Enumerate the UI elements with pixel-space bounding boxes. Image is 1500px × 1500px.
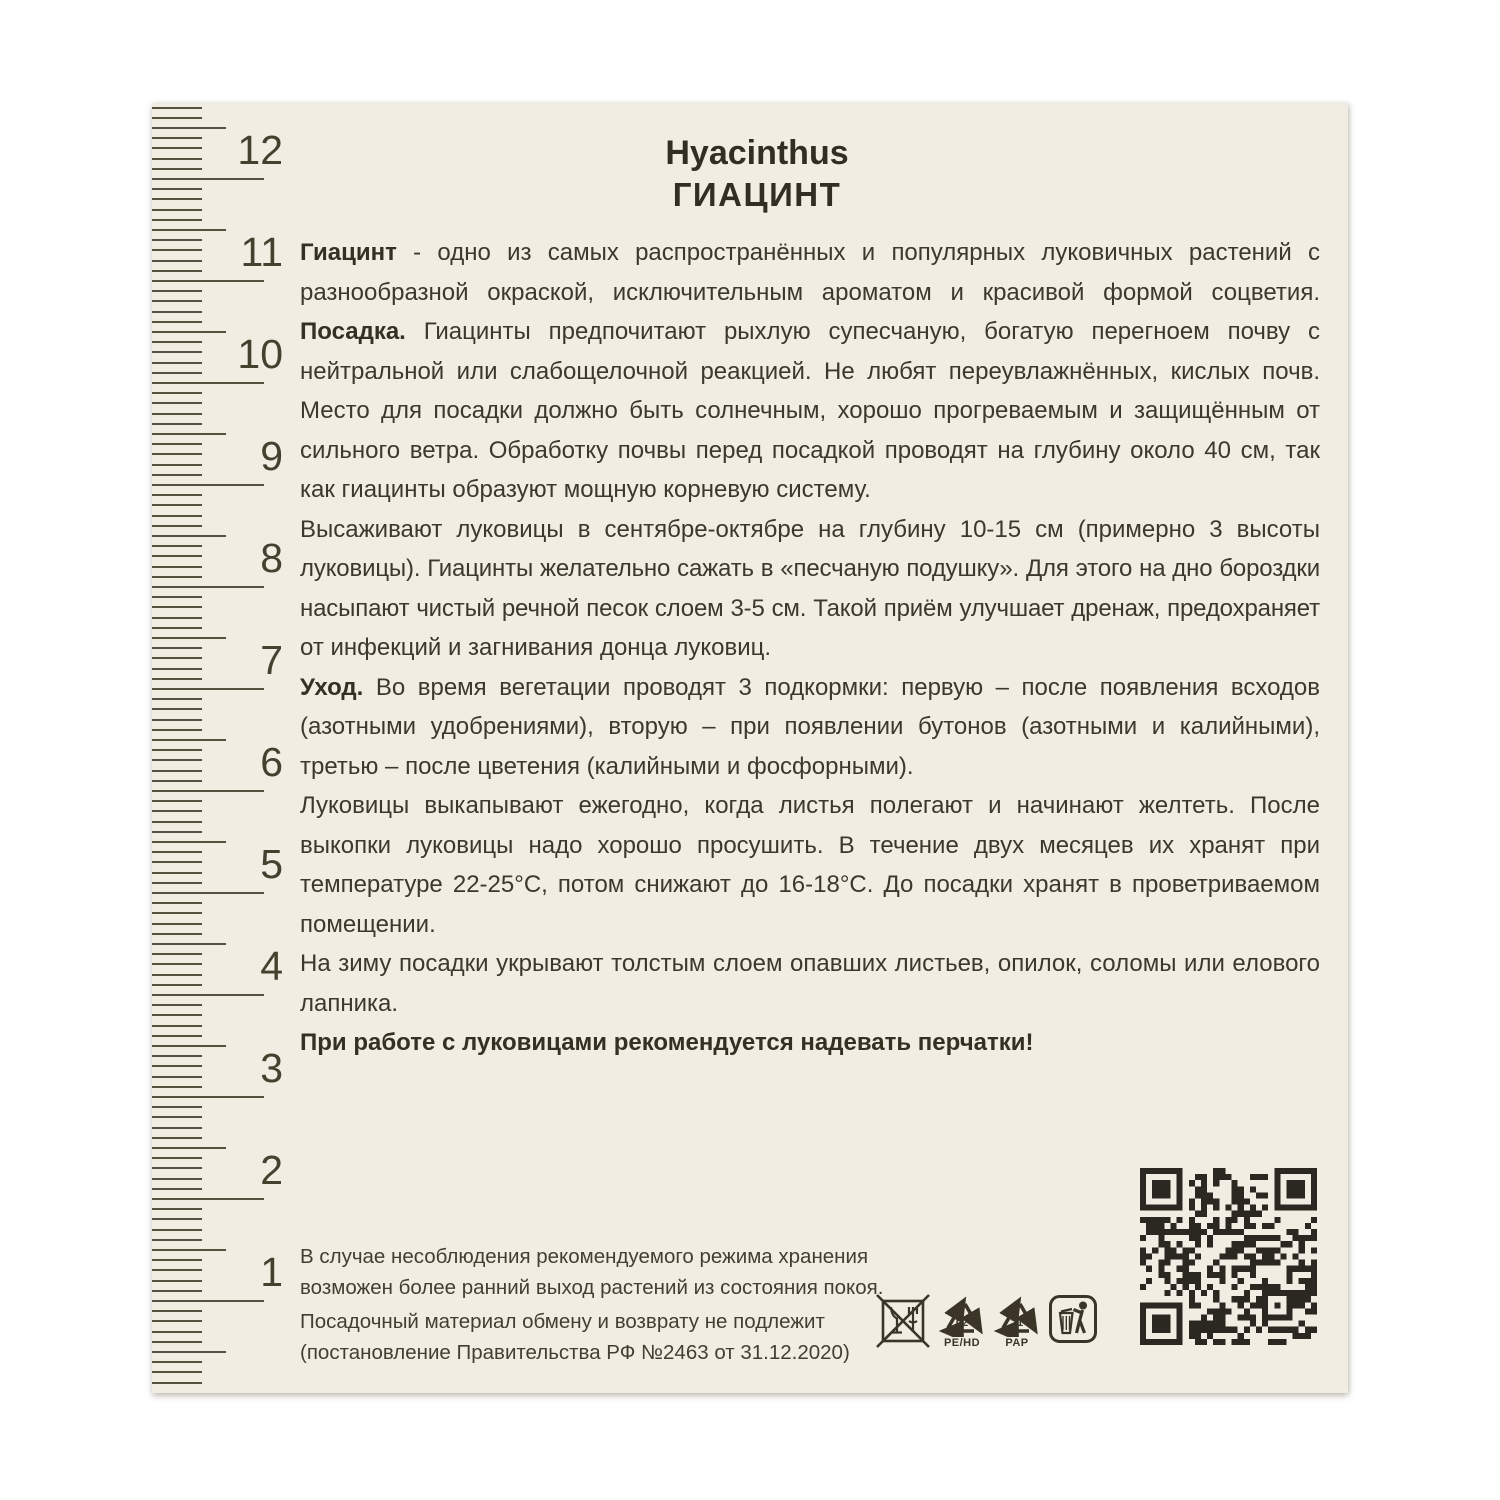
ruler-number: 8 xyxy=(260,535,283,581)
ruler-tick xyxy=(152,1127,202,1129)
seed-packet-back xyxy=(152,103,1348,1393)
text-line: разнообразной окраской, исключительным ароматом и красивой формой соцветия. xyxy=(300,278,1320,306)
ruler-tick xyxy=(152,1137,202,1139)
ruler-tick xyxy=(152,423,202,425)
title-russian: ГИАЦИНТ xyxy=(672,176,842,213)
ruler-tick xyxy=(152,311,202,313)
ruler-number: 3 xyxy=(260,1045,283,1091)
ruler-tick xyxy=(152,1035,202,1037)
ruler-tick xyxy=(152,606,202,608)
ruler-tick xyxy=(152,117,202,119)
ruler-number: 5 xyxy=(260,841,283,887)
footer-notes xyxy=(300,1242,940,1368)
text-line: Место для посадки должно быть солнечным, хорошо прогреваемым и защищённым от xyxy=(300,397,1320,424)
ruler-tick xyxy=(152,1014,202,1016)
ruler-tick xyxy=(152,1351,226,1353)
ruler-tick xyxy=(152,688,264,690)
ruler-tick xyxy=(152,515,202,517)
ruler-tick xyxy=(152,586,264,588)
ruler-number: 11 xyxy=(240,229,283,275)
recycling-material-label: PE/HD xyxy=(943,1337,981,1349)
ruler-tick xyxy=(152,219,202,221)
ruler-number: 6 xyxy=(260,739,283,785)
text-line: третью – после цветения (калийными и фосфорными). xyxy=(300,752,914,780)
ruler-tick xyxy=(152,290,202,292)
ruler-tick xyxy=(152,1004,202,1006)
ruler-number: 10 xyxy=(237,331,283,377)
ruler-tick xyxy=(152,1208,202,1210)
recycling-code: 02 xyxy=(955,1317,969,1329)
text-line: сильного ветра. Обработку почвы перед посадкой проводят на глубину около 40 см, так xyxy=(300,436,1320,464)
ruler-tick xyxy=(152,484,264,486)
ruler-tick xyxy=(152,708,202,710)
ruler-tick xyxy=(152,321,202,323)
ruler-tick xyxy=(152,392,202,394)
ruler-tick xyxy=(152,831,202,833)
recycling-code: 21 xyxy=(1010,1317,1024,1329)
ruler-number: 9 xyxy=(260,433,283,479)
ruler-tick xyxy=(152,402,202,404)
ruler-tick xyxy=(152,1239,202,1241)
text-line: выкопки луковицы надо хорошо просушить. В течение двух месяцев их хранят при xyxy=(300,831,1320,859)
ruler-number: 4 xyxy=(260,943,283,989)
qr-code xyxy=(1140,1168,1317,1345)
ruler-tick xyxy=(152,1341,202,1343)
text-line: луковицы). Гиацинты желательно сажать в «песчаную подушку». Для этого на дно бороздки xyxy=(300,555,1320,582)
ruler-tick xyxy=(152,1382,202,1384)
text-line: Уход. Во время вегетации проводят 3 подкормки: первую – после появления всходов xyxy=(300,673,1320,701)
ruler-tick xyxy=(152,1310,202,1312)
ruler-tick xyxy=(152,280,264,282)
text-line: На зиму посадки укрывают толстым слоем опавших листьев, опилок, соломы или елового xyxy=(300,950,1320,977)
text-line: Высаживают луковицы в сентябре-октябре на глубину 10-15 см (примерно 3 высоты xyxy=(300,515,1320,543)
footer-note-line: возможен более ранний выход растений из состояния покоя. xyxy=(300,1275,884,1299)
ruler-tick xyxy=(152,933,202,935)
ruler-number: 12 xyxy=(237,127,283,173)
ruler-tick xyxy=(152,729,202,731)
ruler-tick xyxy=(152,494,202,496)
ruler-tick xyxy=(152,1331,202,1333)
text-line: нейтральной или слабощелочной реакцией. Не любят переувлажнённых, кислых почв. xyxy=(300,357,1320,385)
ruler-tick xyxy=(152,923,202,925)
ruler-tick xyxy=(152,1218,202,1220)
ruler-tick xyxy=(152,821,202,823)
text-line: как гиацинты образуют мощную корневую систему. xyxy=(300,476,871,503)
text-line: При работе с луковицами рекомендуется надевать перчатки! xyxy=(300,1029,1034,1056)
ruler-tick xyxy=(152,627,202,629)
ruler-tick xyxy=(152,1116,202,1118)
care-instructions-text xyxy=(300,233,1320,1063)
tidy-man-icon xyxy=(1048,1294,1098,1344)
ruler-tick xyxy=(152,1096,264,1098)
recycling-material-label: PAP xyxy=(1005,1337,1029,1349)
recycling-pap-icon xyxy=(994,1295,1040,1349)
ruler-tick xyxy=(152,413,202,415)
ruler-tick xyxy=(152,525,202,527)
text-line: насыпают чистый речной песок слоем 3-5 см. Такой приём улучшает дренаж, предохраняет xyxy=(300,594,1320,622)
ruler-tick xyxy=(152,107,202,109)
ruler-tick xyxy=(152,800,202,802)
ruler-tick xyxy=(152,698,202,700)
ruler-tick xyxy=(152,617,202,619)
recycling-pehd-icon xyxy=(939,1295,985,1349)
ruler-tick xyxy=(152,902,202,904)
ruler-tick xyxy=(152,810,202,812)
text-line: температуре 22-25°С, потом снижают до 16-18°С. До посадки хранят в проветриваемом xyxy=(300,871,1320,898)
ruler-tick xyxy=(152,1229,202,1231)
ruler-tick xyxy=(152,1106,202,1108)
text-line: (азотными удобрениями), вторую – при появлении бутонов (азотными и калийными), xyxy=(300,713,1320,740)
footer-note-line: В случае несоблюдения рекомендуемого режима хранения xyxy=(300,1245,869,1268)
ruler-tick xyxy=(152,790,264,792)
ruler-number: 1 xyxy=(260,1249,283,1295)
ruler-tick xyxy=(152,1371,202,1373)
text-line: Посадка. Гиацинты предпочитают рыхлую супесчаную, богатую перегноем почву с xyxy=(300,318,1320,345)
ruler-tick xyxy=(152,892,264,894)
ruler-tick xyxy=(152,1361,202,1363)
ruler-tick xyxy=(152,382,264,384)
ruler-tick xyxy=(152,596,202,598)
ruler-number: 2 xyxy=(260,1147,283,1193)
ruler-tick xyxy=(152,994,264,996)
ruler-tick xyxy=(152,719,202,721)
text-line: от инфекций и загнивания донца луковиц. xyxy=(300,634,772,661)
ruler-tick xyxy=(152,1300,264,1302)
ruler-tick xyxy=(152,300,202,302)
ruler-tick xyxy=(152,912,202,914)
ruler-tick xyxy=(152,1025,202,1027)
footer-note-line: (постановление Правительства РФ №2463 от 31.12.2020) xyxy=(300,1340,850,1364)
ruler-tick xyxy=(152,1198,264,1200)
not-for-food-contact-icon xyxy=(874,1292,932,1350)
text-line: Луковицы выкапывают ежегодно, когда листья полегают и начинают желтеть. После xyxy=(300,792,1320,819)
footer-note-line: Посадочный материал обмену и возврату не подлежит xyxy=(300,1310,825,1333)
ruler-number: 7 xyxy=(260,637,283,683)
text-line: помещении. xyxy=(300,910,436,938)
ruler-tick xyxy=(152,504,202,506)
text-line: Гиацинт - одно из самых распространённых и популярных луковичных растений с xyxy=(300,239,1320,266)
text-line: лапника. xyxy=(300,989,399,1017)
header xyxy=(152,133,1348,215)
title-latin: Hyacinthus xyxy=(665,134,849,172)
ruler-tick xyxy=(152,1320,202,1322)
